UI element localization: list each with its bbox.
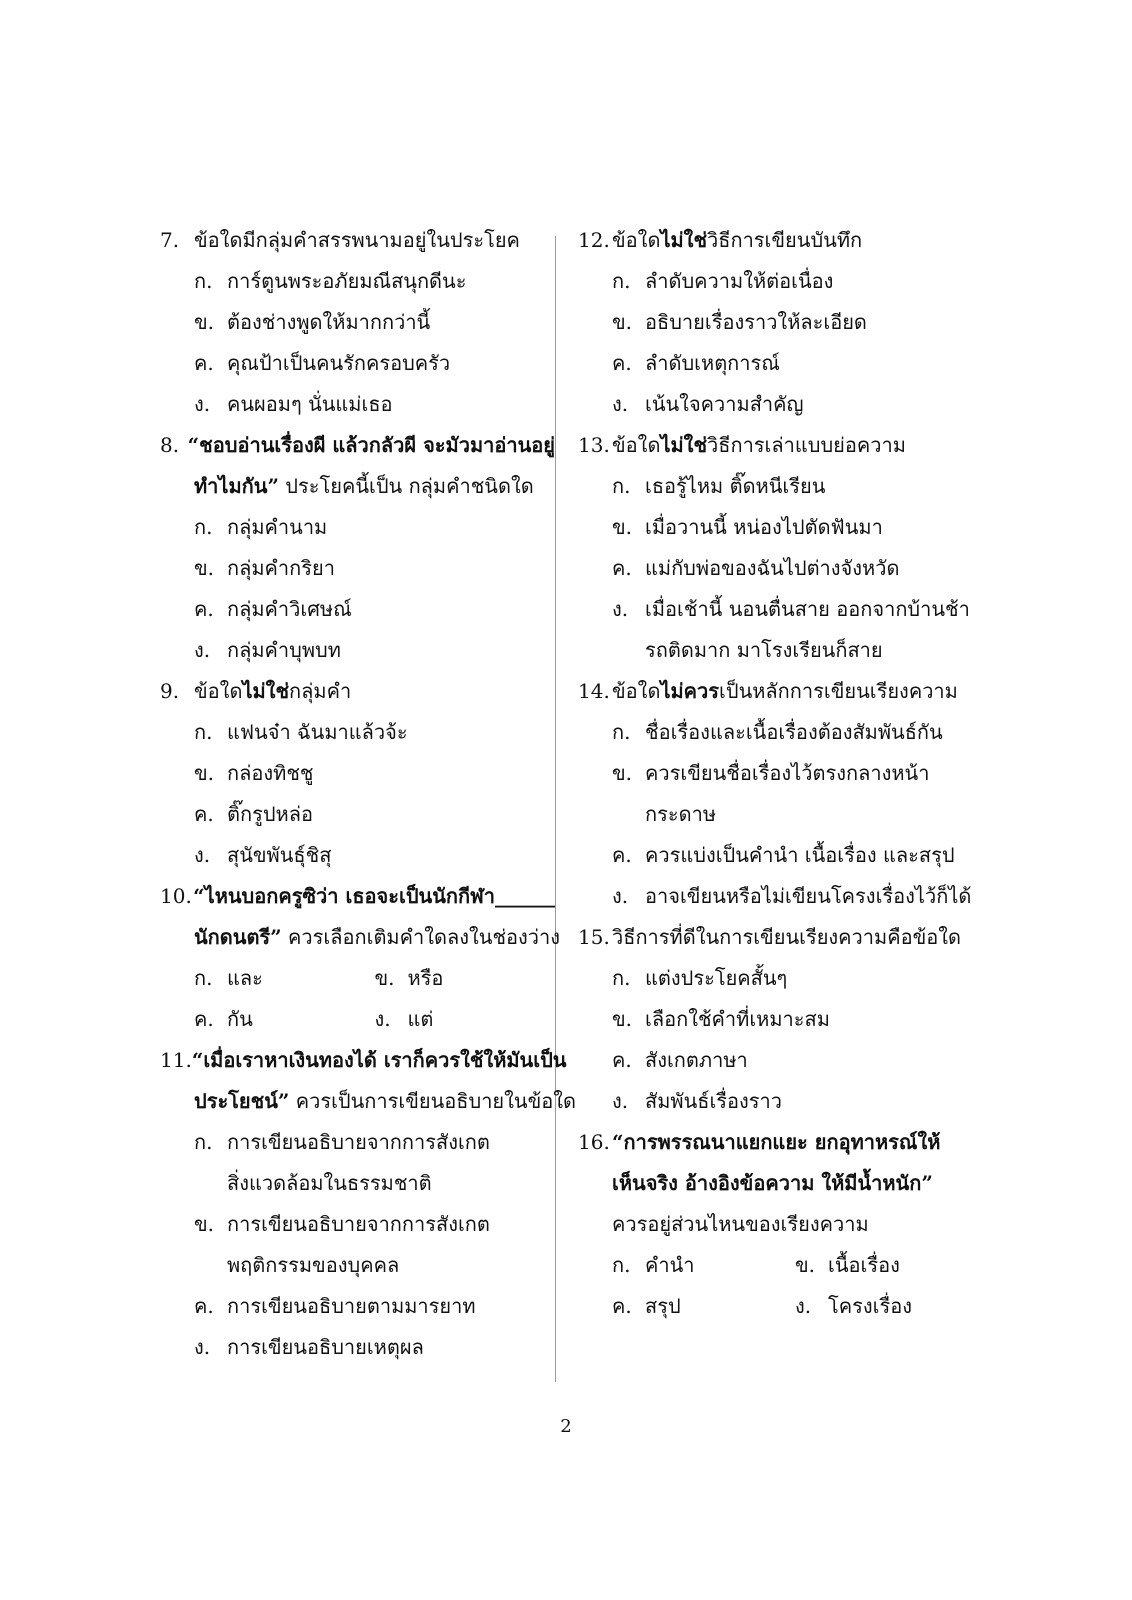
emphasis: ไม่ใช่ — [660, 433, 708, 457]
option-d: ง. เมื่อเช้านี้ นอนตื่นสาย ออกจากบ้านช้า — [612, 597, 970, 621]
option-row — [160, 999, 555, 1040]
option-c: ค. ติ๊กรูปหล่อ — [194, 802, 313, 826]
question-12 — [578, 220, 978, 425]
question-text: ควรอยู่ส่วนไหนของเรียงความ — [612, 1212, 869, 1236]
question-number: 7. — [160, 228, 180, 252]
question-7 — [160, 220, 555, 425]
question-quote: “ไหนบอกครูซิว่า เธอจะเป็นนักกีฬา______ — [193, 884, 555, 908]
option-b: ข. ต้องช่างพูดให้มากกว่านี้ — [194, 310, 431, 334]
question-quote: “ชอบอ่านเรื่องผี แล้วกลัวผี จะมัวมาอ่านอยู่ — [187, 433, 555, 457]
option-row — [578, 1245, 978, 1286]
option-row — [160, 958, 555, 999]
question-number: 12. — [578, 228, 610, 252]
option-a: ก. และ — [194, 966, 263, 990]
option-a: ก. แฟนจ๋า ฉันมาแล้วจ้ะ — [194, 720, 408, 744]
question-16 — [578, 1122, 978, 1327]
question-number: 11. — [160, 1048, 192, 1072]
option-a: ก. ชื่อเรื่องและเนื้อเรื่องต้องสัมพันธ์กัน — [612, 720, 943, 744]
option-a: ก. ลำดับความให้ต่อเนื่อง — [612, 269, 834, 293]
option-d: ง. อาจเขียนหรือไม่เขียนโครงเรื่องไว้ก็ได้ — [612, 884, 972, 908]
question-quote-end: นักดนตรี” — [194, 925, 282, 949]
option-d: ง. เน้นใจความสำคัญ — [612, 392, 804, 416]
option-a: ก. การเขียนอธิบายจากการสังเกต — [194, 1130, 490, 1154]
question-8 — [160, 425, 555, 671]
question-number: 13. — [578, 433, 610, 457]
option-c: ค. สรุป — [612, 1294, 681, 1318]
option-b: ข. เนื้อเรื่อง — [795, 1253, 900, 1277]
option-d: ง. โครงเรื่อง — [795, 1294, 912, 1318]
option-c: ค. คุณป้าเป็นคนรักครอบครัว — [194, 351, 451, 375]
question-text: ประโยคนี้เป็น กลุ่มคำชนิดใด — [278, 474, 534, 498]
page-number: 2 — [560, 1416, 572, 1437]
option-d: ง. สุนัขพันธุ์ชิสุ — [194, 843, 332, 867]
column-divider — [555, 236, 556, 1382]
option-b: ข. กล่องทิชชู — [194, 761, 314, 785]
option-row — [578, 1286, 978, 1327]
option-d: ง. สัมพันธ์เรื่องราว — [612, 1089, 783, 1113]
question-quote: “การพรรณนาแยกแยะ ยกอุทาหรณ์ให้ — [612, 1130, 941, 1154]
option-a: ก. กลุ่มคำนาม — [194, 515, 328, 539]
emphasis: ไม่ใช่ — [660, 228, 708, 252]
option-c: ค. การเขียนอธิบายตามมารยาท — [194, 1294, 476, 1318]
question-13 — [578, 425, 978, 671]
question-10 — [160, 876, 561, 1040]
option-d: ง. กลุ่มคำบุพบท — [194, 638, 341, 662]
option-a: ก. การ์ตูนพระอภัยมณีสนุกดีนะ — [194, 269, 467, 293]
left-column — [160, 220, 577, 1368]
option-c: ค. ควรแบ่งเป็นคำนำ เนื้อเรื่อง และสรุป — [612, 843, 955, 867]
option-b-continued: พฤติกรรมของบุคคล — [227, 1253, 400, 1277]
option-c: ค. กัน — [194, 1007, 253, 1031]
question-14 — [578, 671, 978, 917]
option-b-continued: กระดาษ — [645, 802, 716, 826]
question-number: 14. — [578, 679, 610, 703]
question-number: 10. — [160, 884, 192, 908]
question-9 — [160, 671, 555, 876]
question-text: ข้อใดไม่ใช่กลุ่มคำ — [194, 679, 352, 703]
option-d: ง. คนผอมๆ นั่นแม่เธอ — [194, 392, 393, 416]
option-c: ค. แม่กับพ่อของฉันไปต่างจังหวัด — [612, 556, 900, 580]
question-quote-end: เห็นจริง อ้างอิงข้อความ ให้มีน้ำหนัก” — [612, 1171, 933, 1195]
question-text: วิธีการที่ดีในการเขียนเรียงความคือข้อใด — [612, 925, 962, 949]
option-b: ข. เลือกใช้คำที่เหมาะสม — [612, 1007, 830, 1031]
question-quote-end: ประโยชน์” — [194, 1089, 290, 1113]
question-number: 8. — [160, 433, 180, 457]
question-number: 16. — [578, 1130, 610, 1154]
option-b: ข. การเขียนอธิบายจากการสังเกต — [194, 1212, 490, 1236]
question-text: ควรเลือกเติมคำใดลงในช่องว่าง — [281, 925, 561, 949]
question-number: 15. — [578, 925, 610, 949]
option-a: ก. คำนำ — [612, 1253, 695, 1277]
question-text: ข้อใดไม่ใช่วิธีการเล่าแบบย่อความ — [612, 433, 906, 457]
question-number: 9. — [160, 679, 180, 703]
question-15 — [578, 917, 978, 1122]
right-column — [578, 220, 978, 1327]
option-c: ค. กลุ่มคำวิเศษณ์ — [194, 597, 352, 621]
question-text: ควรเป็นการเขียนอธิบายในข้อใด — [289, 1089, 577, 1113]
option-b: ข. อธิบายเรื่องราวให้ละเอียด — [612, 310, 867, 334]
option-a-continued: สิ่งแวดล้อมในธรรมชาติ — [227, 1171, 432, 1195]
option-b: ข. หรือ — [374, 966, 444, 990]
question-quote-end: ทำไมกัน” — [194, 474, 279, 498]
option-b: ข. กลุ่มคำกริยา — [194, 556, 335, 580]
option-c: ค. สังเกตภาษา — [612, 1048, 748, 1072]
emphasis: ไม่ใช่ — [242, 679, 290, 703]
option-c: ค. ลำดับเหตุการณ์ — [612, 351, 780, 375]
question-text: ข้อใดมีกลุ่มคำสรรพนามอยู่ในประโยค — [194, 228, 520, 252]
option-a: ก. เธอรู้ไหม ติ๊ดหนีเรียน — [612, 474, 826, 498]
question-text: ข้อใดไม่ใช่วิธีการเขียนบันทึก — [612, 228, 863, 252]
question-text: ข้อใดไม่ควรเป็นหลักการเขียนเรียงความ — [612, 679, 958, 703]
option-d: ง. แต่ — [374, 1007, 434, 1031]
question-quote: “เมื่อเราหาเงินทองได้ เราก็ควรใช้ให้มันเป็น — [191, 1048, 567, 1072]
option-d-continued: รถติดมาก มาโรงเรียนก็สาย — [645, 638, 883, 662]
option-b: ข. ควรเขียนชื่อเรื่องไว้ตรงกลางหน้า — [612, 761, 930, 785]
emphasis: ไม่ควร — [660, 679, 720, 703]
option-b: ข. เมื่อวานนี้ หน่องไปตัดฟันมา — [612, 515, 883, 539]
option-d: ง. การเขียนอธิบายเหตุผล — [194, 1335, 424, 1359]
option-a: ก. แต่งประโยคสั้นๆ — [612, 966, 788, 990]
question-11 — [160, 1040, 577, 1368]
